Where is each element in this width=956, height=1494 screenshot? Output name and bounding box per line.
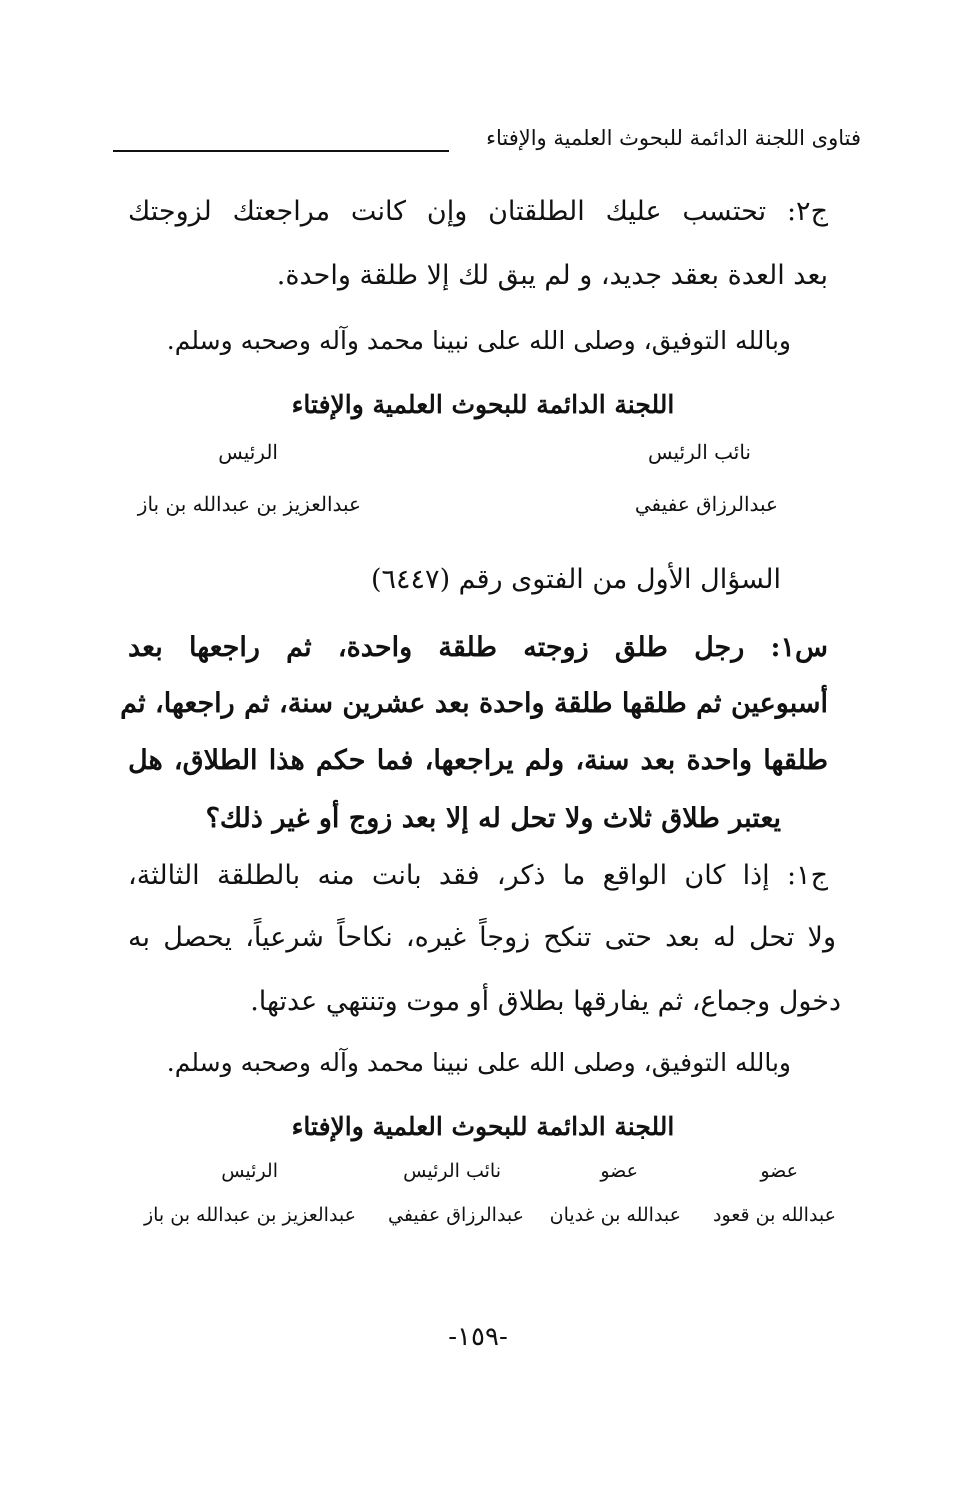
answer-line: ج٢: تحتسب عليك الطلقتان وإن كانت مراجعتك لزوجتك — [128, 196, 828, 227]
signatory-title: الرئيس — [221, 1160, 278, 1182]
answer-line: بعد العدة بعقد جديد، و لم يبق لك إلا طلقة واحدة. — [276, 260, 828, 291]
signatory-title: نائب الرئيس — [403, 1160, 501, 1182]
question-line: يعتبر طلاق ثلاث ولا تحل له إلا بعد زوج أو غير ذلك؟ — [205, 803, 781, 834]
answer-line: دخول وجماع، ثم يفارقها بطلاق أو موت وتنتهي عدتها. — [250, 986, 841, 1017]
fatwa-heading: السؤال الأول من الفتوى رقم (٦٤٤٧) — [371, 564, 781, 595]
running-header: فتاوى اللجنة الدائمة للبحوث العلمية والإفتاء — [486, 126, 861, 150]
closing-prayer: وبالله التوفيق، وصلى الله على نبينا محمد وآله وصحبه وسلم. — [166, 1048, 791, 1077]
answer-line: ولا تحل له بعد حتى تنكح زوجاً غيره، نكاحاً شرعياً، يحصل به — [128, 922, 836, 953]
signatory-name: عبدالرزاق عفيفي — [634, 492, 778, 516]
signatory-name: عبدالعزيز بن عبدالله بن باز — [137, 492, 361, 516]
signatory-name: عبدالعزيز بن عبدالله بن باز — [143, 1204, 356, 1226]
committee-title: اللجنة الدائمة للبحوث العلمية والإفتاء — [291, 1112, 675, 1141]
question-line: طلقها واحدة بعد سنة، ولم يراجعها، فما حكم هذا الطلاق، هل — [128, 745, 828, 776]
signatory-title: عضو — [600, 1160, 638, 1182]
signatory-name: عبدالله بن قعود — [713, 1204, 836, 1226]
committee-title: اللجنة الدائمة للبحوث العلمية والإفتاء — [291, 390, 675, 419]
closing-prayer: وبالله التوفيق، وصلى الله على نبينا محمد وآله وصحبه وسلم. — [166, 326, 791, 355]
page-number: -١٥٩- — [448, 1322, 508, 1352]
signatory-title: الرئيس — [218, 440, 278, 464]
answer-line: ج١: إذا كان الواقع ما ذكر، فقد بانت منه بالطلقة الثالثة، — [128, 860, 828, 891]
question-line: أسبوعين ثم طلقها طلقة واحدة بعد عشرين سنة، ثم راجعها، ثم — [120, 688, 828, 719]
signatory-title: عضو — [760, 1160, 798, 1182]
question-line: س١: رجل طلق زوجته طلقة واحدة، ثم راجعها بعد — [128, 632, 828, 663]
header-rule — [113, 150, 449, 152]
signatory-name: عبدالله بن غديان — [549, 1204, 681, 1226]
signatory-title: نائب الرئيس — [647, 440, 751, 464]
signatory-name: عبدالرزاق عفيفي — [388, 1204, 524, 1226]
